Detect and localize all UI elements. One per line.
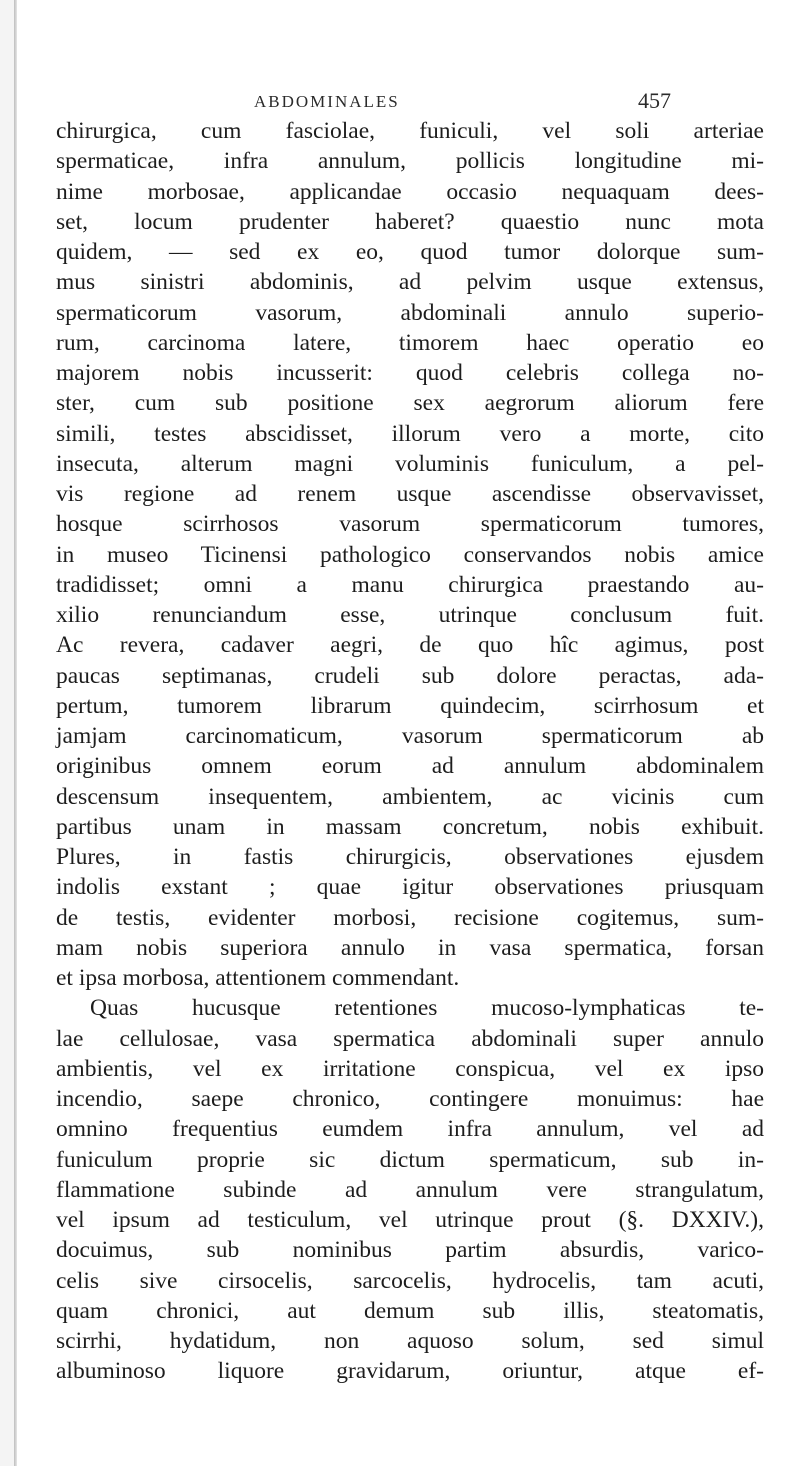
- text-line: partibus unam in massam concretum, nobis exhibuit.: [56, 813, 764, 840]
- text-line: descensum insequentem, ambientem, ac vicinis cum: [56, 783, 764, 810]
- text-line: ambientis, vel ex irritatione conspicua, vel ex ipso: [56, 1055, 764, 1082]
- text-line: Plures, in fastis chirurgicis, observationes ejusdem: [56, 844, 764, 870]
- body-text: [56, 116, 764, 1387]
- text-line: indolis exstant ; quae igitur observationes priusquam: [56, 874, 764, 901]
- text-line: de testis, evidenter morbosi, recisione cogitemus, sum-: [56, 904, 764, 931]
- text-line: simili, testes abscidisset, illorum vero a morte, cito: [56, 420, 764, 447]
- text-line: et ipsa morbosa, attentionem commendant.: [56, 965, 460, 991]
- text-line: majorem nobis incusserit: quod celebris collega no-: [56, 360, 764, 386]
- text-line: pertum, tumorem librarum quindecim, scirrhosum et: [56, 692, 764, 719]
- text-line: funiculum proprie sic dictum spermaticum, sub in-: [56, 1146, 764, 1173]
- page-number: 457: [638, 88, 671, 113]
- text-line: flammatione subinde ad annulum vere strangulatum,: [56, 1176, 764, 1203]
- text-line: vel ipsum ad testiculum, vel utrinque prout (§. DXXIV.),: [56, 1207, 764, 1233]
- text-line: omnino frequentius eumdem infra annulum, vel ad: [56, 1116, 764, 1143]
- text-line: paucas septimanas, crudeli sub dolore peractas, ada-: [56, 662, 764, 689]
- text-line: insecuta, alterum magni voluminis funiculum, a pel-: [56, 450, 764, 477]
- text-line: albuminoso liquore gravidarum, oriuntur, atque ef-: [56, 1358, 764, 1385]
- text-line: rum, carcinoma latere, timorem haec operatio eo: [56, 329, 764, 356]
- text-line: jamjam carcinomaticum, vasorum spermaticorum ab: [56, 723, 764, 749]
- text-line: chirurgica, cum fasciolae, funiculi, vel soli arteriae: [56, 118, 764, 144]
- text-line: docuimus, sub nominibus partim absurdis, varico-: [56, 1237, 764, 1264]
- text-line: originibus omnem eorum ad annulum abdominalem: [56, 753, 764, 780]
- running-title: ABDOMINALES: [254, 92, 400, 111]
- text-line: tradidisset; omni a manu chirurgica praestando au-: [56, 571, 764, 598]
- text-line: quam chronici, aut demum sub illis, steatomatis,: [56, 1297, 764, 1324]
- text-line: Quas hucusque retentiones mucoso-lymphaticas te-: [90, 995, 764, 1022]
- text-line: lae cellulosae, vasa spermatica abdominali super annulo: [56, 1025, 764, 1052]
- text-line: mus sinistri abdominis, ad pelvim usque extensus,: [56, 269, 764, 296]
- text-line: in museo Ticinensi pathologico conservandos nobis amice: [56, 541, 764, 568]
- running-head: [40, 88, 760, 118]
- text-line: hosque scirrhosos vasorum spermaticorum tumores,: [56, 511, 764, 538]
- text-line: incendio, saepe chronico, contingere monuimus: hae: [56, 1086, 764, 1112]
- text-line: Ac revera, cadaver aegri, de quo hîc agimus, post: [56, 632, 764, 659]
- text-line: mam nobis superiora annulo in vasa spermatica, forsan: [56, 934, 764, 961]
- text-line: celis sive cirsocelis, sarcocelis, hydrocelis, tam acuti,: [56, 1267, 764, 1294]
- text-line: spermaticorum vasorum, abdominali annulo superio-: [56, 299, 764, 326]
- text-line: ster, cum sub positione sex aegrorum aliorum fere: [56, 390, 764, 417]
- text-line: spermaticae, infra annulum, pollicis longitudine mi-: [56, 148, 764, 175]
- text-line: vis regione ad renem usque ascendisse observavisset,: [56, 481, 764, 507]
- text-line: xilio renunciandum esse, utrinque conclusum fuit.: [56, 602, 764, 628]
- text-line: scirrhi, hydatidum, non aquoso solum, sed simul: [56, 1328, 764, 1354]
- text-line: set, locum prudenter haberet? quaestio nunc mota: [56, 208, 764, 235]
- text-line: quidem, — sed ex eo, quod tumor dolorque sum-: [56, 239, 764, 265]
- text-line: nime morbosae, applicandae occasio nequaquam dees-: [56, 178, 764, 205]
